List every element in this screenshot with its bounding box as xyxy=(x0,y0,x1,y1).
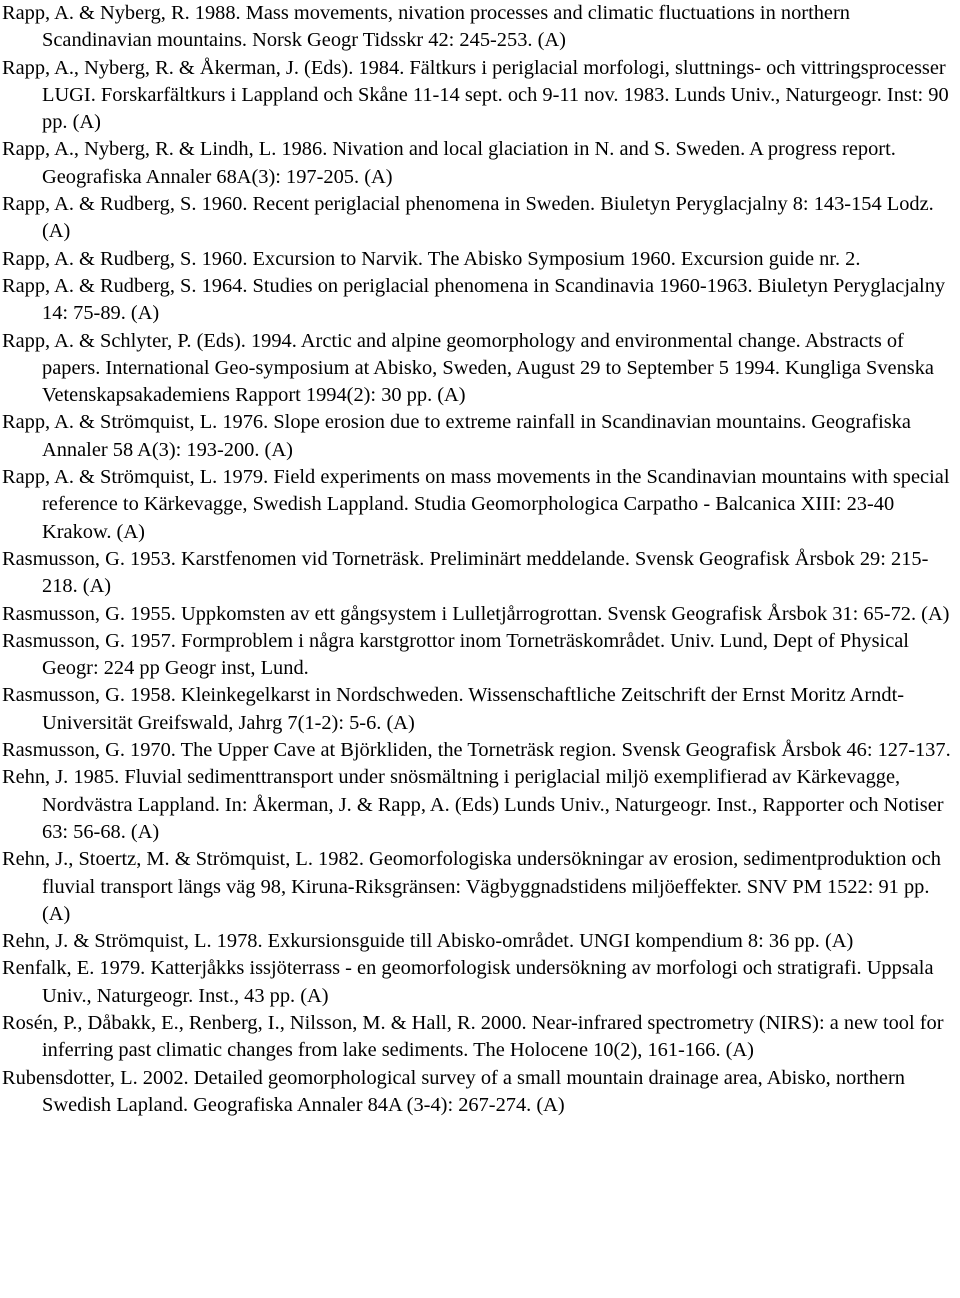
reference-entry: Rubensdotter, L. 2002. Detailed geomorphological survey of a small mountain drainage area, Abisko, northern Swedish Lapland. Geografiska Annaler 84A (3-4): 267-274. (A) xyxy=(2,1066,905,1116)
reference-entry: Rapp, A. & Rudberg, S. 1964. Studies on periglacial phenomena in Scandinavia 1960-1963. Biuletyn Peryglacjalny 14: 75-89. (A) xyxy=(2,274,946,325)
reference-entry: Rapp, A., Nyberg, R. & Lindh, L. 1986. Nivation and local glaciation in N. and S. Sweden. A progress report. Geografiska Annaler 68A(3): 197-205. (A) xyxy=(2,138,896,188)
reference-entry: Rosén, P., Dåbakk, E., Renberg, I., Nilsson, M. & Hall, R. 2000. Near-infrared spectrometry (NIRS): a new tool for inferring past climatic changes from lake sediments. The Holocene 10(2), 161-166. (A) xyxy=(2,1011,944,1062)
reference-entry: Rehn, J. & Strömquist, L. 1978. Exkursionsguide till Abisko-området. UNGI kompendium 8: 36 pp. (A) xyxy=(2,930,854,953)
reference-entry: Rapp, A. & Strömquist, L. 1979. Field experiments on mass movements in the Scandinavian mountains with special reference to Kärkevagge, Swedish Lappland. Studia Geomorphologica Carpatho - Balcanica XIII: 23-40 Krakow. (A) xyxy=(2,466,950,543)
reference-entry: Rapp, A. & Strömquist, L. 1976. Slope erosion due to extreme rainfall in Scandinavian mountains. Geografiska Annaler 58 A(3): 193-200. (A) xyxy=(2,411,911,461)
reference-entry: Rasmusson, G. 1955. Uppkomsten av ett gångsystem i Lulletjårrogrottan. Svensk Geografisk Årsbok 31: 65-72. (A) xyxy=(2,602,950,625)
reference-entry: Rapp, A. & Nyberg, R. 1988. Mass movements, nivation processes and climatic fluctuations in northern Scandinavian mountains. Norsk Geogr Tidsskr 42: 245-253. (A) xyxy=(2,2,850,52)
reference-entry: Rehn, J. 1985. Fluvial sedimenttransport under snösmältning i periglacial miljö exemplifierad av Kärkevagge, Nordvästra Lappland. In: Åkerman, J. & Rapp, A. (Eds) Lunds Univ., Naturgeogr. Inst., Rapporter och Notiser 63: 56-68. (A) xyxy=(2,766,944,843)
reference-entry: Rapp, A. & Schlyter, P. (Eds). 1994. Arctic and alpine geomorphology and environmental change. Abstracts of papers. International Geo-symposium at Abisko, Sweden, August 29 to September 5 1994. Kungliga Svenska Vetenskapsakademiens Rapport 1994(2): 30 pp. (A) xyxy=(2,329,934,407)
reference-entry: Rasmusson, G. 1957. Formproblem i några karstgrottor inom Torneträskområdet. Univ. Lund, Dept of Physical Geogr: 224 pp Geogr inst, Lund. xyxy=(2,629,909,680)
reference-entry: Rasmusson, G. 1958. Kleinkegelkarst in Nordschweden. Wissenschaftliche Zeitschrift der Ernst Moritz Arndt-Universität Greifswald, Jahrg 7(1-2): 5-6. (A) xyxy=(2,684,905,734)
reference-entry: Renfalk, E. 1979. Katterjåkks issjöterrass - en geomorfologisk undersökning av morfologi och stratigrafi. Uppsala Univ., Naturgeogr. Inst., 43 pp. (A) xyxy=(2,957,934,1007)
reference-entry: Rasmusson, G. 1970. The Upper Cave at Björkliden, the Torneträsk region. Svensk Geografisk Årsbok 46: 127-137. xyxy=(2,739,951,762)
reference-entry: Rapp, A. & Rudberg, S. 1960. Recent periglacial phenomena in Sweden. Biuletyn Peryglacjalny 8: 143-154 Lodz. (A) xyxy=(2,193,934,243)
reference-entry: Rapp, A., Nyberg, R. & Åkerman, J. (Eds). 1984. Fältkurs i periglacial morfologi, sluttnings- och vittringsprocesser LUGI. Forskarfältkurs i Lappland och Skåne 11-14 sept. och 9-11 nov. 1983. Lunds Univ., Naturgeogr. Inst: 90 pp. (A) xyxy=(2,56,949,134)
reference-entry: Rehn, J., Stoertz, M. & Strömquist, L. 1982. Geomorfologiska undersökningar av erosion, sedimentproduktion och fluvial transport längs väg 98, Kiruna-Riksgränsen: Vägbyggnadstidens miljöeffekter. SNV PM 1522: 91 pp. (A) xyxy=(2,848,941,925)
reference-entry: Rapp, A. & Rudberg, S. 1960. Excursion to Narvik. The Abisko Symposium 1960. Excursion guide nr. 2. xyxy=(2,247,861,270)
reference-entry: Rasmusson, G. 1953. Karstfenomen vid Torneträsk. Preliminärt meddelande. Svensk Geografisk Årsbok 29: 215-218. (A) xyxy=(2,547,929,598)
reference-list xyxy=(2,0,956,1119)
